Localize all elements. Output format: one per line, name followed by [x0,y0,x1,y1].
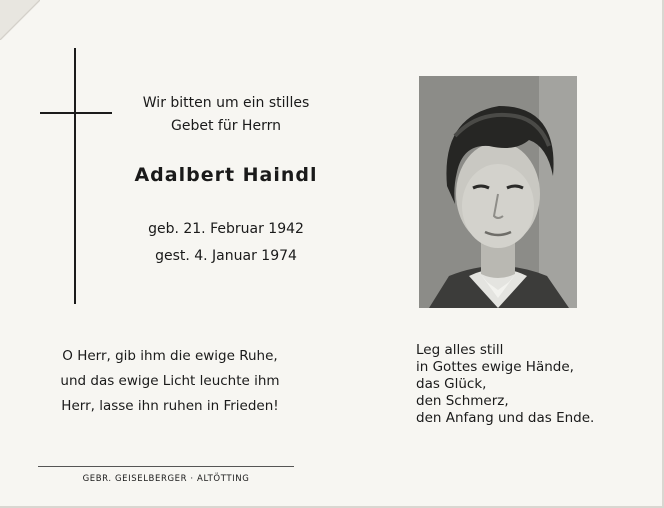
verse-line: den Schmerz, [416,393,509,409]
footer-divider [38,466,294,467]
verse-line: das Glück, [416,376,487,392]
birth-date: geb. 21. Februar 1942 [148,221,304,237]
cross-horizontal-bar [40,112,112,114]
deceased-name: Adalbert Haindl [134,164,318,186]
death-date: gest. 4. Januar 1974 [155,248,297,264]
portrait-photo [419,76,577,308]
verse-line: in Gottes ewige Hände, [416,359,574,375]
prayer-request-line: Gebet für Herrn [171,118,281,134]
portrait-illustration [419,76,577,308]
prayer-line: O Herr, gib ihm die ewige Ruhe, [62,348,278,364]
prayer-line: und das ewige Licht leuchte ihm [60,373,280,389]
cross-vertical-bar [74,48,76,304]
printer-imprint: GEBR. GEISELBERGER · ALTÖTTING [82,474,250,484]
life-dates [116,216,336,270]
verse-line: den Anfang und das Ende. [416,410,595,426]
corner-fold [0,0,40,40]
verse-text [416,342,646,427]
prayer-text [40,344,300,419]
prayer-request [116,92,336,138]
prayer-request-line: Wir bitten um ein stilles [142,95,310,111]
verse-line: Leg alles still [416,342,504,358]
prayer-line: Herr, lasse ihn ruhen in Frieden! [61,398,279,414]
